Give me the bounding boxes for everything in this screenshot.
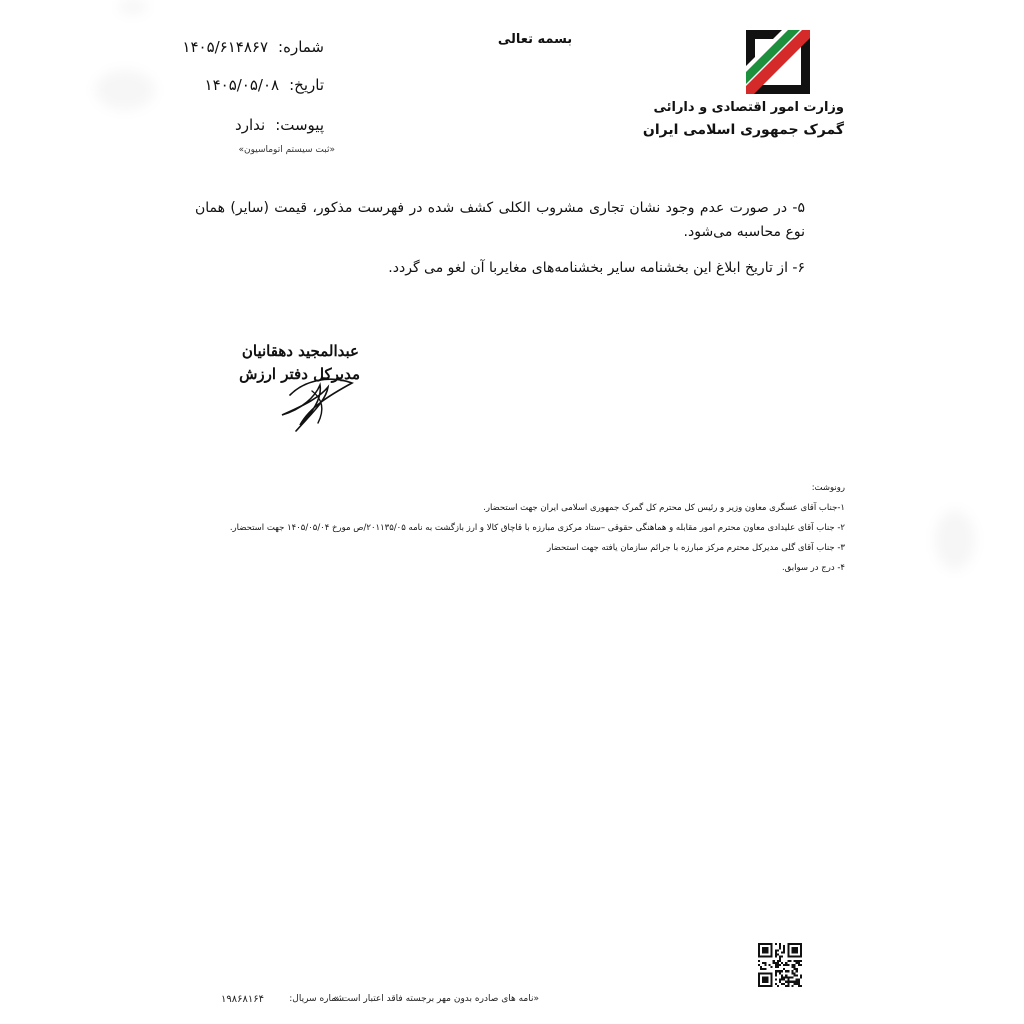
cc-item: ۱-جناب آقای عسگری معاون وزیر و رئیس کل محترم کل گمرک جمهوری اسلامی ایران جهت استحضار. [483,503,845,513]
scan-smudge [95,70,155,110]
body-item-5 [195,196,805,244]
body-item-6 [195,256,805,280]
date-value: ۱۴۰۵/۰۵/۰۸ [204,76,280,94]
cc-list [229,478,845,578]
number-label: شماره: [278,38,324,56]
signatory-name: عبدالمجید دهقانیان [241,342,359,360]
body-item-text: ۶- از تاریخ ابلاغ این بخشنامه سایر بخشنامه‌های مغایربا آن لغو می گردد. [388,260,805,276]
ministry-name: وزارت امور اقتصادی و دارائی [653,100,844,115]
bismillah-heading: بسمه تعالی [497,32,573,47]
cc-item: ۴- درج در سوابق. [781,563,845,573]
handwritten-signature [260,335,380,435]
customs-emblem-icon [742,26,814,98]
serial-value: ۱۹۸۶۸۱۶۴ [221,994,264,1005]
serial-label: شماره سریال: [289,994,344,1004]
letter-number [182,38,324,56]
attachment-value: ندارد [235,116,266,134]
cc-item: ۲- جناب آقای علیدادی معاون محترم امور مقابله و هماهنگی حقوقی –ستاد مرکزی مبارزه با قاچاق کالا و ارز بازگشت به نامه ۲۰۱۱۳۵/۰۵/ص مورخ ۱۴۰۵/۰۵/۰۴ جهت استحضار. [229,523,845,533]
customs-name: گمرک جمهوری اسلامی ایران [642,122,844,138]
date-label: تاریخ: [289,76,324,94]
system-note: «ثبت سیستم اتوماسیون» [238,145,335,155]
signatory-title: مدیرکل دفتر ارزش [239,365,360,383]
letter-attachment [235,116,324,134]
number-value: ۱۴۰۵/۶۱۴۸۶۷ [182,38,269,56]
attachment-label: پیوست: [275,116,324,134]
cc-heading: رونوشت: [811,483,845,493]
qr-code-icon [758,943,802,987]
scan-smudge [118,0,148,14]
body-item-text: ۵- در صورت عدم وجود نشان تجاری مشروب الکلی کشف شده در فهرست مذکور، قیمت (سایر) همان نوع محاسبه می‌شود. [195,200,805,240]
letter-date [205,76,324,94]
scan-smudge [935,510,975,570]
cc-item: ۳- جناب آقای گلی مدیرکل محترم مرکز مبارزه با جرائم سازمان یافته جهت استحضار [546,543,845,553]
validity-note: «نامه های صادره بدون مهر برجسته فاقد اعتبار است.» [333,994,539,1004]
